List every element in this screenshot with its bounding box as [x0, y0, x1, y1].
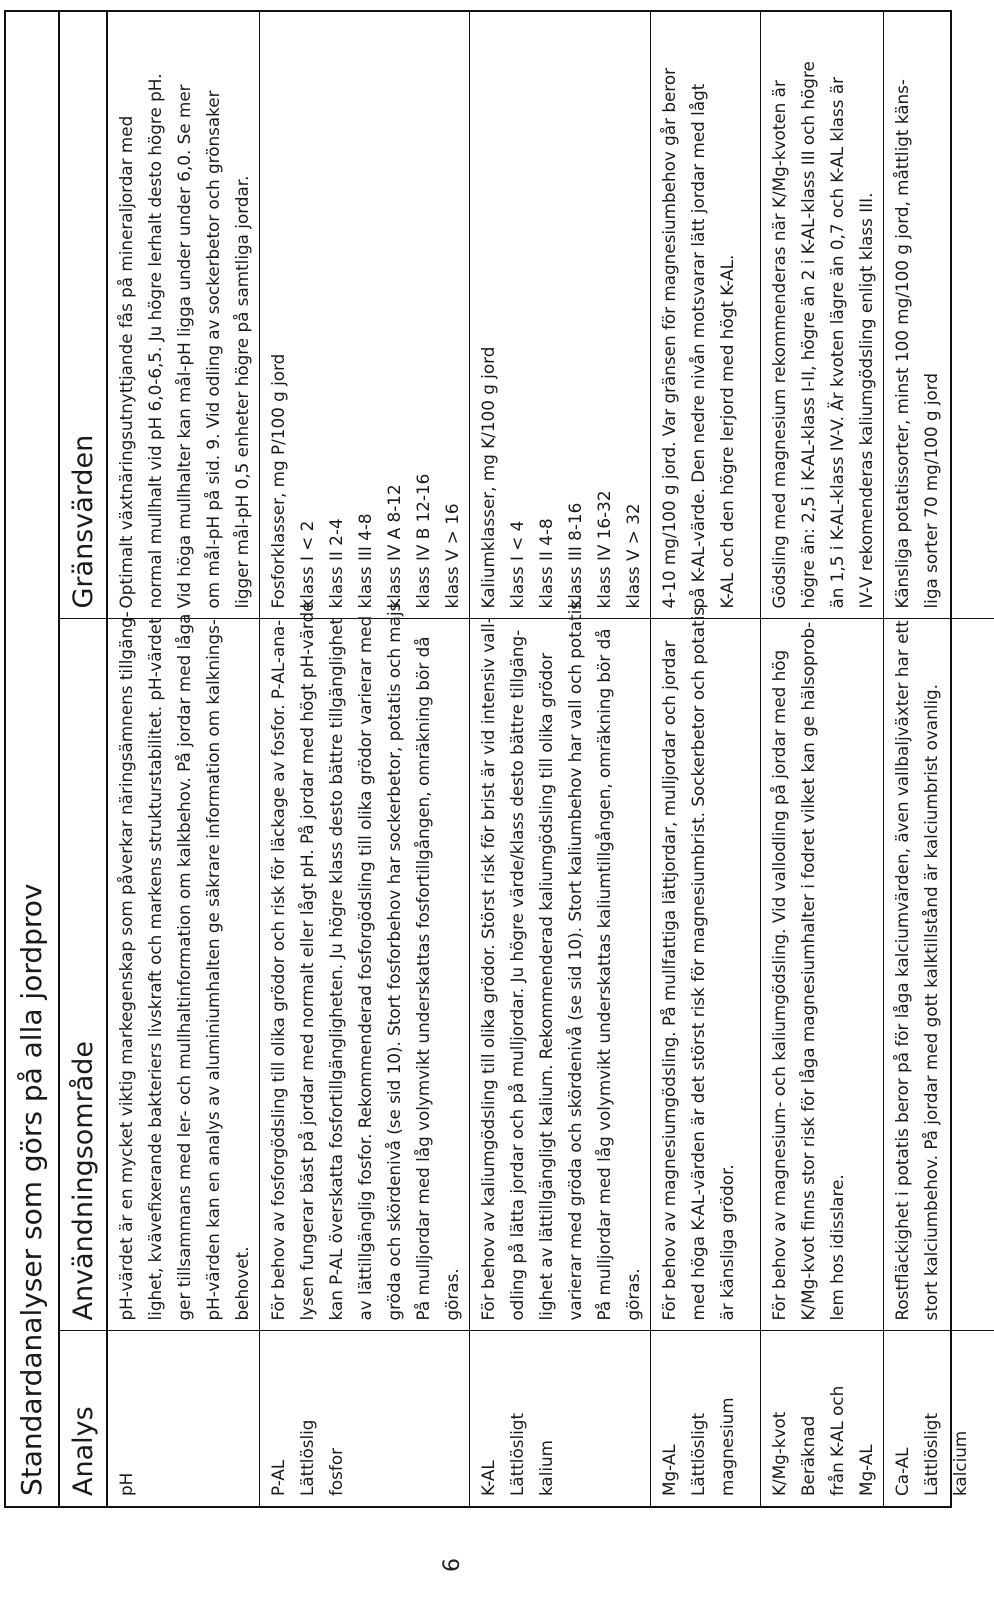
cell-text-line: Mg-AL — [659, 1444, 679, 1496]
analys-cell — [651, 1331, 761, 1506]
analys-cell — [470, 1331, 651, 1506]
cell-text-line: med höga K-AL-värden är det störst risk för magnesiumbrist. Sockerbetor och potatis — [688, 606, 708, 1321]
cell-text-line: 4-10 mg/100 g jord. Var gränsen för magnesiumbehov går beror — [659, 67, 679, 609]
cell-text-line: Lättlöslig — [297, 1419, 317, 1496]
analys-cell — [761, 1331, 884, 1506]
gransvarden-cell — [107, 12, 260, 619]
cell-text-line: På mulljordar med låg volymvikt underskattas kaliumtillgången, omräkning bör då — [594, 628, 614, 1321]
cell-text-line: på K-AL-värde. Den nedre nivån motsvarar lätt jordar med lågt — [688, 83, 708, 609]
cell-text-line: pH-värdet är en mycket viktig markegenskap som påverkar näringsämnens tillgäng- — [116, 611, 136, 1321]
header-gransvarden: Gränsvärden — [60, 12, 107, 619]
cell-text-line: pH-värden kan en analys av aluminiumhalten ge säkrare information om kalknings- — [203, 619, 223, 1321]
cell-text-line: För behov av magnesiumgödsling. På mullfattiga lättjordar, mulljordar och jordar — [659, 640, 679, 1321]
cell-text-line: behovet. — [232, 1246, 252, 1321]
cell-text-line: från K-AL och — [827, 1385, 847, 1496]
cell-text-line: För behov av magnesium- och kaliumgödsling. Vid vallodling på jordar med hög — [769, 649, 789, 1321]
cell-text-line: magnesium — [717, 1397, 737, 1496]
cell-text-line: fosfor — [326, 1448, 346, 1496]
table-row — [260, 12, 470, 1506]
cell-text-line: K-AL — [478, 1460, 498, 1496]
cell-text-line: kalcium — [950, 1430, 970, 1496]
anvandning-cell — [260, 597, 470, 1331]
cell-text-line: För behov av kaliumgödsling till olika grödor. Störst risk för brist är vid intensiv vall- — [478, 617, 498, 1321]
cell-text-line: göras. — [442, 1268, 462, 1321]
cell-text-line: ger tillsammans med ler- och mullhaltinformation om kalkbehov. På jordar med låga — [174, 613, 194, 1321]
table-row — [651, 12, 761, 1506]
cell-text-line: klass II 4-8 — [536, 518, 556, 609]
cell-text-line: klass IV A 8-12 — [384, 484, 404, 609]
gransvarden-cell — [470, 12, 651, 619]
cell-text-line: Lättlösligt — [688, 1412, 708, 1496]
cell-text-line: klass V > 16 — [442, 503, 462, 609]
header-analys: Analys — [60, 1331, 107, 1506]
anvandning-cell — [107, 611, 260, 1331]
cell-text-line: Ca-AL — [892, 1447, 912, 1496]
cell-text-line: Rostfläckighet i potatis beror på för låga kalciumvärden, även vallbaljväxter har ett — [892, 620, 912, 1321]
cell-text-line: Optimalt växtnäringsutnyttjande fås på mineraljordar med — [116, 115, 136, 609]
cell-text-line: normal mullhalt vid pH 6,0-6,5. Ju högre lerhalt desto högre pH. — [145, 73, 165, 609]
table-row — [470, 12, 651, 1506]
cell-text-line: K/Mg-kvot — [769, 1411, 789, 1496]
cell-text-line: klass V > 32 — [623, 503, 643, 609]
cell-text-line: kan P-AL överskatta fosfortillgängligheten. Ju högre klass desto bättre tillgänglighet — [326, 618, 346, 1321]
cell-text-line: Känsliga potatissorter, minst 100 mg/100 g jord, måttligt käns- — [892, 79, 912, 609]
cell-text-line: stort kalciumbehov. På jordar med gott kalktillstånd är kalciumbrist ovanlig. — [921, 683, 941, 1321]
cell-text-line: klass I < 4 — [507, 520, 527, 609]
cell-text-line: Lättlösligt — [921, 1412, 941, 1496]
cell-text-line: lighet, kvävefixerande bakteriers livskraft och markens strukturstabilitet. pH-värdet — [145, 617, 165, 1321]
cell-text-line: lighet av lättillgängligt kalium. Rekommenderad kaliumgödsling till olika grödor — [536, 652, 556, 1321]
cell-text-line: klass IV 16-32 — [594, 490, 614, 609]
cell-text-line: klass III 4-8 — [355, 513, 375, 609]
table-body — [107, 12, 994, 1506]
analys-cell — [884, 1331, 994, 1506]
gransvarden-cell — [761, 12, 884, 619]
page-number: 6 — [440, 1558, 465, 1572]
anvandning-cell — [884, 619, 994, 1331]
cell-text-line: K/Mg-kvot finns stor risk för låga magnesiumhalter i fodret vilket kan ge hälsoprob- — [798, 621, 818, 1321]
cell-text-line: Lättlösligt — [507, 1412, 527, 1496]
cell-text-line: Gödsling med magnesium rekommenderas när K/Mg-kvoten är — [769, 80, 789, 609]
cell-text-line: IV-V rekomenderas kaliumgödsling enligt klass III. — [856, 192, 876, 609]
cell-text-line: av lättillgänglig fosfor. Rekommenderad fosforgödsling till olika grödor varierar med — [355, 615, 375, 1321]
analys-cell — [260, 1331, 470, 1506]
analysis-table-frame — [4, 10, 970, 1508]
table-row — [107, 12, 260, 1506]
anvandning-cell — [651, 606, 761, 1331]
anvandning-cell — [470, 595, 651, 1331]
header-anvandningsomrade: Användningsområde — [60, 619, 107, 1331]
anvandning-cell — [761, 619, 884, 1331]
cell-text-line: klass III 8-16 — [565, 502, 585, 609]
cell-text-line: liga sorter 70 mg/100 g jord — [921, 372, 941, 609]
cell-text-line: är känsliga grödor. — [717, 1164, 737, 1321]
header-row — [60, 12, 107, 1506]
cell-text-line: klass II 2-4 — [326, 518, 346, 609]
table-title: Standardanalyser som görs på alla jordprov — [6, 12, 60, 1506]
analysis-table — [60, 12, 994, 1506]
cell-text-line: lem hos idisslare. — [827, 1174, 847, 1321]
cell-text-line: För behov av fosforgödsling till olika grödor och risk för läckage av fosfor. P-AL-ana- — [268, 619, 288, 1321]
table-row — [761, 12, 884, 1506]
cell-text-line: Mg-AL — [856, 1444, 876, 1496]
cell-text-line: odling på lätta jordar och på mulljordar. Ju högre värde/klass desto bättre tillgäng- — [507, 629, 527, 1321]
cell-text-line: högre än: 2,5 i K-AL-klass I-II, högre än 2 i K-AL-klass III och högre — [798, 61, 818, 609]
analys-cell — [107, 1331, 260, 1506]
cell-text-line: Kaliumklasser, mg K/100 g jord — [478, 346, 498, 609]
cell-text-line: ligger mål-pH 0,5 enheter högre på samtliga jordar. — [232, 175, 252, 609]
cell-text-line: varierar med gröda och skördenivå (se sid 10). Stort kaliumbehov har vall och potatis. — [565, 595, 585, 1321]
cell-text-line: På mulljordar med låg volymvikt underskattas fosfortillgången, omräkning bör då — [413, 636, 433, 1321]
cell-text-line: P-AL — [268, 1459, 288, 1496]
cell-text-line: gröda och skördenivå (se sid 10). Stort fosforbehov har sockerbetor, potatis och majs. — [384, 597, 404, 1321]
cell-text-line: klass I < 2 — [297, 520, 317, 609]
gransvarden-cell — [651, 12, 761, 619]
cell-text-line: Fosforklasser, mg P/100 g jord — [268, 353, 288, 609]
cell-text-line: Beräknad — [798, 1415, 818, 1496]
gransvarden-cell — [884, 12, 994, 619]
cell-text-line: Vid höga mullhalter kan mål-pH ligga under under 6,0. Se mer — [174, 84, 194, 609]
cell-text-line: lysen fungerar bäst på jordar med normalt eller lågt pH. På jordar med högt pH-värde — [297, 601, 317, 1321]
gransvarden-cell — [260, 12, 470, 619]
cell-text-line: pH — [116, 1472, 136, 1496]
cell-text-line: om mål-pH på sid. 9. Vid odling av sockerbetor och grönsaker — [203, 90, 223, 609]
table-row — [884, 12, 994, 1506]
cell-text-line: K-AL och den högre lerjord med högt K-AL. — [717, 254, 737, 609]
cell-text-line: än 1,5 i K-AL-klass IV-V. Är kvoten lägre än 0,7 och K-AL klass är — [827, 76, 847, 609]
cell-text-line: göras. — [623, 1268, 643, 1321]
cell-text-line: klass IV B 12-16 — [413, 473, 433, 609]
cell-text-line: kalium — [536, 1439, 556, 1496]
